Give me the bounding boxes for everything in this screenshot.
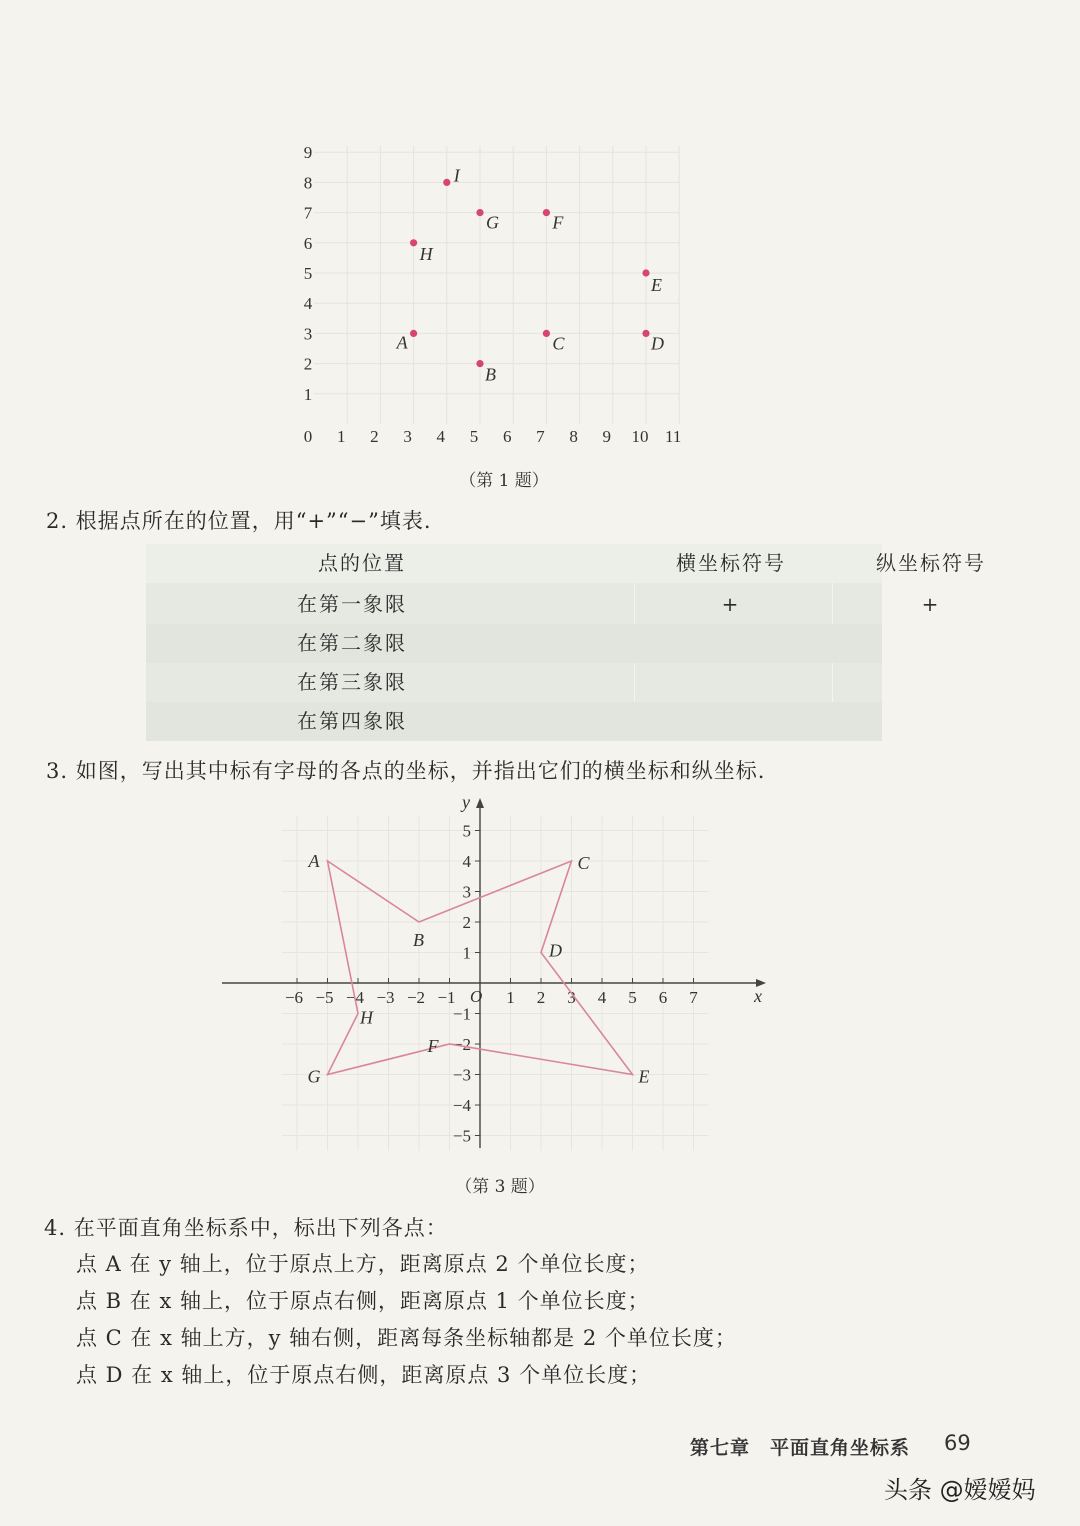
- question-4-line: 点 B 在 x 轴上，位于原点右侧，距离原点 1 个单位长度；: [76, 1289, 650, 1313]
- point-label-E: E: [651, 275, 662, 295]
- x-tick-label: 7: [536, 427, 545, 446]
- table-header-row: [146, 544, 986, 583]
- chart1-points: [396, 165, 664, 384]
- y-tick-label: 7: [303, 203, 313, 223]
- x-tick-label: −3: [376, 988, 395, 1007]
- x-tick-label: 2: [370, 427, 379, 446]
- x-tick-label: 11: [665, 427, 682, 446]
- vertex-label-B: B: [413, 930, 424, 950]
- chart3-axes: [222, 798, 766, 1148]
- y-tick-label: −4: [452, 1096, 471, 1115]
- chart3-caption: （第 3 题）: [455, 1177, 545, 1197]
- sign-table: [146, 544, 986, 740]
- y-tick-label: 3: [462, 882, 471, 902]
- page-number: 69: [944, 1431, 971, 1455]
- table-cell: 在第一象限: [297, 592, 407, 616]
- vertex-label-D: D: [549, 940, 562, 961]
- chart1-tick-labels: [304, 143, 682, 446]
- chart-question-3: [0, 790, 1080, 1160]
- x-tick-label: 4: [436, 427, 446, 446]
- point-label-H: H: [419, 243, 433, 264]
- chart3-polygon: [308, 851, 650, 1087]
- table-cell: 在第四象限: [297, 709, 407, 733]
- y-tick-label: 2: [303, 354, 313, 374]
- y-tick-label: −3: [452, 1065, 471, 1085]
- table-header-cell: 横坐标符号: [676, 551, 786, 575]
- table-header-cell: 点的位置: [318, 551, 406, 575]
- point-label-A: A: [396, 332, 408, 353]
- vertex-label-G: G: [307, 1066, 321, 1087]
- point-B: [476, 360, 483, 367]
- point-label-F: F: [552, 212, 564, 233]
- table-cell: 在第三象限: [297, 670, 407, 694]
- x-tick-label: −4: [345, 988, 365, 1007]
- x-tick-label: 8: [569, 427, 578, 446]
- vertex-label-A: A: [308, 851, 320, 871]
- table-row: [146, 585, 941, 624]
- y-tick-label: 1: [462, 943, 471, 963]
- y-tick-label: −2: [452, 1035, 471, 1054]
- chart1-caption: （第 1 题）: [459, 471, 549, 491]
- table-cell: [846, 624, 1016, 663]
- y-tick-label: 6: [303, 233, 313, 253]
- point-D: [642, 330, 649, 337]
- x-tick-label: 6: [502, 427, 512, 446]
- y-tick-label: 2: [462, 913, 471, 932]
- y-tick-label: 4: [303, 294, 313, 314]
- point-label-I: I: [453, 165, 460, 186]
- vertex-label-F: F: [427, 1036, 439, 1056]
- point-label-C: C: [552, 333, 565, 354]
- x-tick-label: 3: [567, 988, 576, 1007]
- x-tick-label: 5: [469, 427, 479, 446]
- table-cell: +: [721, 592, 741, 616]
- question-4-text: 4. 在平面直角坐标系中，标出下列各点：: [44, 1216, 448, 1240]
- point-label-D: D: [651, 333, 664, 354]
- y-tick-label: −5: [452, 1126, 471, 1146]
- table-cell: +: [921, 592, 941, 616]
- x-tick-label: 9: [602, 427, 612, 446]
- table-cell: [646, 702, 816, 741]
- x-tick-label: 4: [597, 988, 607, 1007]
- x-tick-label: 5: [628, 988, 637, 1007]
- table-cell: [646, 663, 816, 702]
- question-3-text: 3. 如图，写出其中标有字母的各点的坐标，并指出它们的横坐标和纵坐标.: [46, 759, 766, 783]
- point-label-B: B: [485, 364, 496, 385]
- y-axis-arrow: [476, 798, 484, 808]
- x-tick-label: 1: [506, 988, 515, 1007]
- point-G: [476, 209, 483, 216]
- x-tick-label: −2: [406, 988, 426, 1007]
- table-cell: [646, 624, 816, 663]
- table-row: [146, 624, 882, 663]
- y-tick-label: 4: [462, 852, 471, 871]
- point-I: [443, 179, 450, 186]
- y-tick-label: 5: [462, 821, 471, 841]
- x-tick-label: 2: [536, 988, 546, 1007]
- table-row: [146, 702, 882, 741]
- point-C: [543, 330, 550, 337]
- y-tick-label: 3: [303, 324, 313, 344]
- y-tick-label: −1: [452, 1004, 471, 1024]
- x-tick-label: 10: [631, 427, 649, 446]
- vertex-label-E: E: [638, 1066, 650, 1087]
- point-F: [543, 209, 550, 216]
- y-tick-label: 5: [303, 264, 313, 283]
- question-4-line: 点 C 在 x 轴上方，y 轴右侧，距离每条坐标轴都是 2 个单位长度；: [76, 1326, 737, 1350]
- table-cell: [846, 702, 1016, 741]
- point-E: [642, 269, 649, 276]
- chart1-grid: [314, 146, 679, 424]
- point-H: [410, 239, 417, 246]
- chart3-tick-labels: [285, 792, 762, 1146]
- chapter-footer: 第七章 平面直角坐标系: [690, 1437, 911, 1459]
- question-4-line: 点 A 在 y 轴上，位于原点上方，距离原点 2 个单位长度；: [76, 1252, 650, 1276]
- watermark: 头条 @嫒嫒妈: [884, 1476, 1036, 1504]
- y-axis-label: y: [462, 792, 470, 812]
- table-row: [146, 663, 882, 702]
- vertex-label-H: H: [360, 1007, 373, 1028]
- x-tick-label: 0: [303, 427, 313, 446]
- x-tick-label: 6: [658, 988, 668, 1007]
- y-tick-label: 8: [303, 173, 313, 193]
- x-tick-label: −6: [284, 988, 304, 1007]
- chart-question-1: [0, 0, 1080, 470]
- question-2-text: 2. 根据点所在的位置，用“+”“−”填表.: [46, 509, 432, 533]
- y-tick-label: 9: [303, 143, 313, 163]
- x-axis-label: x: [754, 986, 762, 1006]
- point-A: [410, 330, 417, 337]
- question-4-line: 点 D 在 x 轴上，位于原点右侧，距离原点 3 个单位长度；: [76, 1363, 652, 1387]
- origin-label: O: [470, 987, 483, 1006]
- vertex-label-C: C: [577, 853, 590, 873]
- x-tick-label: 7: [689, 988, 698, 1007]
- y-tick-label: 1: [303, 384, 313, 404]
- x-tick-label: 1: [336, 427, 346, 446]
- x-tick-label: −1: [437, 988, 456, 1007]
- x-tick-label: 3: [403, 427, 412, 446]
- table-cell: [846, 663, 1016, 702]
- x-tick-label: −5: [315, 988, 334, 1007]
- point-label-G: G: [486, 212, 499, 233]
- table-header-cell: 纵坐标符号: [876, 551, 986, 575]
- table-cell: 在第二象限: [297, 631, 407, 655]
